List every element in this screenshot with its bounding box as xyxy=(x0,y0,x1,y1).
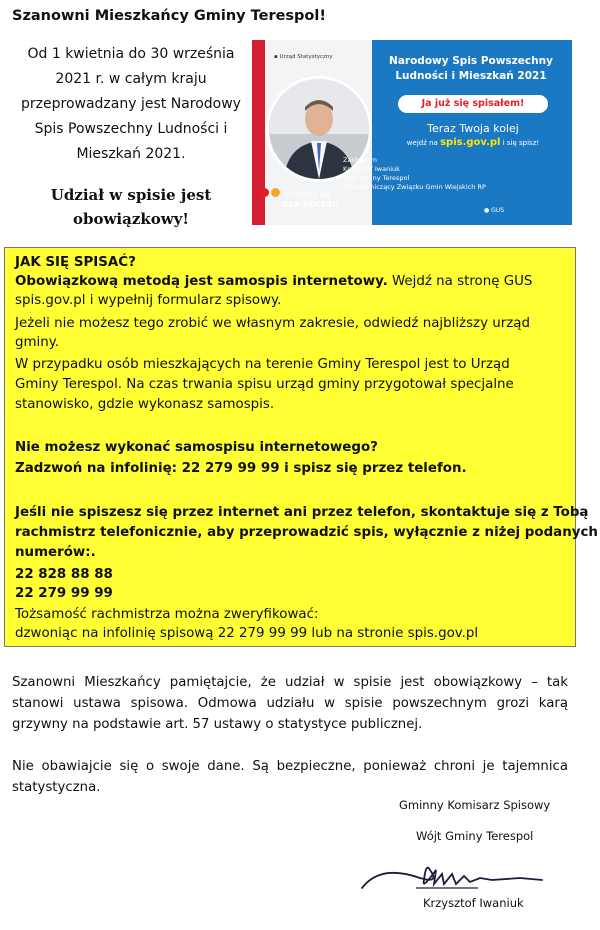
intro-line: Od 1 kwietnia do 30 września xyxy=(27,46,235,62)
invite-name: Krzysztof Iwaniuk xyxy=(343,165,400,173)
box-line: spis.gov.pl i wypełnij formularz spisowy. xyxy=(15,293,282,308)
banner-url-suffix: i się spisz! xyxy=(502,139,540,147)
box-line: Jeżeli nie możesz tego zrobić we własnym zakresie, odwiedź najbliższy urząd xyxy=(15,316,530,331)
box-line-rest: Wejdź na stronę GUS xyxy=(387,274,533,289)
intro-line: Spis Powszechny Ludności i xyxy=(34,121,228,137)
mandatory-notice xyxy=(16,183,246,231)
box-line-bold: Obowiązkową metodą jest samospis internetowy. xyxy=(15,274,388,289)
box-line: W przypadku osób mieszkających na terenie Gminy Terespol jest to Urząd xyxy=(15,357,510,372)
box-question: Nie możesz wykonać samospisu internetowego? xyxy=(15,440,378,455)
signature-name: Krzysztof Iwaniuk xyxy=(423,896,524,910)
box-line: gminy. xyxy=(15,335,60,350)
census-banner xyxy=(252,40,572,225)
count-line: Liczymy się xyxy=(284,190,331,199)
box-contact-line: Jeśli nie spiszesz się przez internet ani przez telefon, skontaktuje się z Tobą xyxy=(15,505,589,520)
intro-line: Mieszkań 2021. xyxy=(76,146,186,162)
minus-icon xyxy=(271,188,280,197)
banner-badge: Ja już się spisałem! xyxy=(398,95,548,113)
banner-title-line: Narodowy Spis Powszechny xyxy=(389,55,553,67)
banner-count-badge xyxy=(260,188,339,210)
obligation-paragraph: Szanowni Mieszkańcy pamiętajcie, że udział w spisie jest obowiązkowy – tak stanowi ustawa spisowa. Odmowa udziału w spisie powszechnym grozi karą grzywny na podstawie art. 57 ustawy o statystyce publicznej. xyxy=(12,675,568,732)
privacy-paragraph: Nie obawiajcie się o swoje dane. Są bezpieczne, ponieważ chroni je tajemnica statystyczna. xyxy=(12,759,568,795)
banner-turn-text: Teraz Twoja kolej xyxy=(427,122,519,135)
banner-url: spis.gov.pl xyxy=(440,137,501,148)
count-line: DLA POLSKI! xyxy=(282,200,340,209)
invite-role: Wójt Gminy Terespol xyxy=(343,174,410,182)
box-question: Zadzwoń na infolinię: 22 279 99 99 i spisz się przez telefon. xyxy=(15,461,467,476)
box-contact-line: rachmistrz telefonicznie, aby przeprowadzić spis, wyłącznie z niżej podanych xyxy=(15,525,598,540)
box-verify-line: Tożsamość rachmistrza można zweryfikować: xyxy=(15,607,319,622)
banner-title xyxy=(370,54,572,84)
greeting-heading: Szanowni Mieszkańcy Gminy Terespol! xyxy=(12,8,326,24)
box-heading: JAK SIĘ SPISAĆ? xyxy=(15,255,136,270)
invite-role: Przewodniczący Związku Gmin Wiejskich RP xyxy=(343,183,486,191)
box-contact-line: numerów:. xyxy=(15,545,96,560)
office-logo: ▪ Urząd Statystyczny xyxy=(274,54,333,60)
box-line: Gminy Terespol. Na czas trwania spisu urząd gminy przygotował specjalne xyxy=(15,377,514,392)
box-verify-line: dzwoniąc na infolinię spisową 22 279 99 99 lub na stronie spis.gov.pl xyxy=(15,626,479,641)
how-to-register-box xyxy=(4,247,598,647)
invite-label: Zachęcam xyxy=(343,156,378,164)
box-line: stanowisko, gdzie wykonasz samospis. xyxy=(15,397,275,412)
box-line xyxy=(15,272,532,291)
gus-logo: ● GUS xyxy=(484,207,505,214)
mandatory-line: Udział w spisie jest xyxy=(50,186,212,204)
banner-title-line: Ludności i Mieszkań 2021 xyxy=(395,70,547,82)
plus-icon xyxy=(260,188,269,197)
banner-url-line xyxy=(382,137,564,148)
mandatory-line: obowiązkowy! xyxy=(73,210,189,228)
signature-role: Gminny Komisarz Spisowy xyxy=(399,798,551,812)
intro-line: 2021 r. w całym kraju xyxy=(55,71,207,87)
signature-role: Wójt Gminy Terespol xyxy=(416,829,534,843)
banner-url-prefix: wejdź na xyxy=(406,139,438,147)
intro-text xyxy=(16,42,246,167)
banner-invite xyxy=(343,156,486,192)
phone-number: 22 828 88 88 xyxy=(15,567,113,582)
handwritten-signature-icon xyxy=(360,858,560,898)
intro-line: przeprowadzany jest Narodowy xyxy=(21,96,241,112)
phone-number: 22 279 99 99 xyxy=(15,586,113,601)
